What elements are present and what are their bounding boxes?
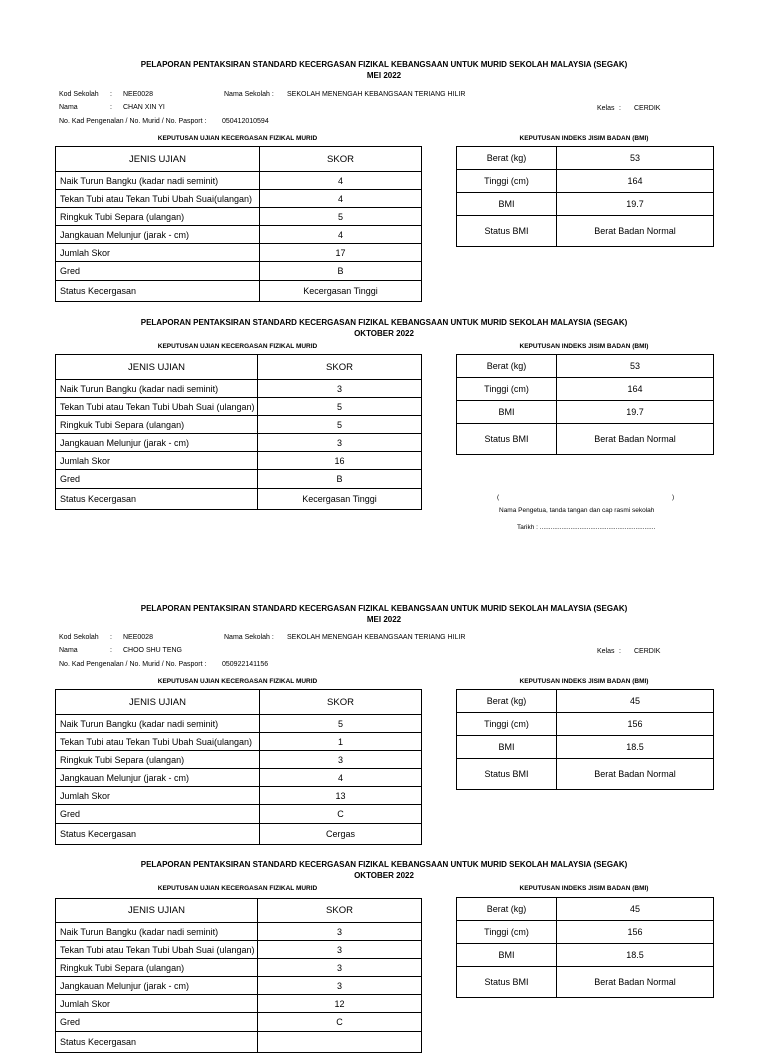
bmi-label: Tinggi (cm) [457, 713, 557, 736]
bmi-label: Berat (kg) [457, 898, 557, 921]
fitness-caption: KEPUTUSAN UJIAN KECERGASAN FIZIKAL MURID [157, 135, 318, 142]
test-label: Jangkauan Melunjur (jarak - cm) [56, 434, 258, 452]
header-jenis: JENIS UJIAN [56, 899, 258, 923]
test-score: 4 [260, 172, 422, 190]
fitness-table [55, 898, 422, 1053]
header-jenis: JENIS UJIAN [56, 690, 260, 715]
gred-value: B [258, 470, 422, 489]
signature-open: ( [497, 494, 500, 501]
header-jenis: JENIS UJIAN [56, 355, 258, 380]
nama-label: Nama [59, 104, 78, 111]
nama-sekolah-value: SEKOLAH MENENGAH KEBANGSAAN TERIANG HILIR [287, 634, 466, 641]
test-score: 3 [258, 380, 422, 398]
report-title: PELAPORAN PENTAKSIRAN STANDARD KECERGASAN FIZIKAL KEBANGSAAN UNTUK MURID SEKOLAH MALAYSIA (SEGAK) OKTOBER 2022 [140, 860, 628, 880]
test-score: 4 [260, 226, 422, 244]
jumlah-value: 16 [258, 452, 422, 470]
bmi-label: Berat (kg) [457, 147, 557, 170]
bmi-value: 18.5 [557, 944, 714, 967]
bmi-value: 19.7 [557, 193, 714, 216]
test-score: 3 [258, 923, 422, 941]
bmi-label: Status BMI [457, 759, 557, 790]
fitness-caption: KEPUTUSAN UJIAN KECERGASAN FIZIKAL MURID [157, 885, 318, 892]
bmi-label: Berat (kg) [457, 690, 557, 713]
nama-value: CHOO SHU TENG [123, 647, 182, 654]
bmi-table [456, 689, 714, 790]
kelas-value: CERDIK [634, 105, 661, 112]
jumlah-value: 17 [260, 244, 422, 262]
bmi-value: 45 [557, 690, 714, 713]
bmi-value: 53 [557, 147, 714, 170]
gred-value: C [260, 805, 422, 824]
gred-label: Gred [56, 1013, 258, 1032]
no-kad-value: 050412010594 [222, 118, 269, 125]
test-label: Naik Turun Bangku (kadar nadi seminit) [56, 172, 260, 190]
tarikh-line: Tarikh : ................................................................ [517, 524, 656, 531]
no-kad-label: No. Kad Pengenalan / No. Murid / No. Pasport : [59, 661, 207, 668]
test-score: 3 [258, 434, 422, 452]
colon: : [110, 647, 112, 654]
bmi-label: BMI [457, 944, 557, 967]
header-skor: SKOR [260, 690, 422, 715]
report-title: PELAPORAN PENTAKSIRAN STANDARD KECERGASAN FIZIKAL KEBANGSAAN UNTUK MURID SEKOLAH MALAYSIA (SEGAK) MEI 2022 [140, 60, 628, 80]
jumlah-label: Jumlah Skor [56, 787, 260, 805]
bmi-table [456, 354, 714, 455]
test-label: Jangkauan Melunjur (jarak - cm) [56, 977, 258, 995]
test-label: Jangkauan Melunjur (jarak - cm) [56, 769, 260, 787]
gred-label: Gred [56, 470, 258, 489]
status-label: Status Kecergasan [56, 489, 258, 510]
fitness-table [55, 146, 422, 302]
test-score: 3 [258, 959, 422, 977]
kelas-label: Kelas [597, 648, 615, 655]
test-score: 5 [260, 208, 422, 226]
fitness-caption: KEPUTUSAN UJIAN KECERGASAN FIZIKAL MURID [157, 343, 318, 350]
test-score: 4 [260, 190, 422, 208]
bmi-label: Tinggi (cm) [457, 378, 557, 401]
jumlah-label: Jumlah Skor [56, 995, 258, 1013]
colon: : [619, 105, 621, 112]
bmi-label: Tinggi (cm) [457, 170, 557, 193]
test-label: Tekan Tubi atau Tekan Tubi Ubah Suai (ulangan) [56, 941, 258, 959]
colon: : [110, 634, 112, 641]
bmi-table [456, 146, 714, 247]
gred-value: B [260, 262, 422, 281]
bmi-value: 19.7 [557, 401, 714, 424]
colon: : [619, 648, 621, 655]
bmi-value: Berat Badan Normal [557, 424, 714, 455]
test-label: Ringkuk Tubi Separa (ulangan) [56, 416, 258, 434]
jumlah-label: Jumlah Skor [56, 244, 260, 262]
no-kad-label: No. Kad Pengenalan / No. Murid / No. Pasport : [59, 118, 207, 125]
bmi-value: 53 [557, 355, 714, 378]
test-label: Tekan Tubi atau Tekan Tubi Ubah Suai(ulangan) [56, 190, 260, 208]
bmi-value: 156 [557, 921, 714, 944]
bmi-value: 18.5 [557, 736, 714, 759]
bmi-label: Status BMI [457, 967, 557, 998]
test-label: Naik Turun Bangku (kadar nadi seminit) [56, 380, 258, 398]
kelas-value: CERDIK [634, 648, 661, 655]
kelas-label: Kelas [597, 105, 615, 112]
fitness-table [55, 689, 422, 845]
gred-value: C [258, 1013, 422, 1032]
status-value: Kecergasan Tinggi [258, 489, 422, 510]
gred-label: Gred [56, 805, 260, 824]
test-label: Tekan Tubi atau Tekan Tubi Ubah Suai (ulangan) [56, 398, 258, 416]
header-skor: SKOR [258, 355, 422, 380]
jumlah-value: 13 [260, 787, 422, 805]
bmi-caption: KEPUTUSAN INDEKS JISIM BADAN (BMI) [519, 678, 649, 685]
test-score: 3 [258, 941, 422, 959]
nama-sekolah-label: Nama Sekolah : [224, 91, 274, 98]
test-score: 5 [258, 398, 422, 416]
bmi-value: 156 [557, 713, 714, 736]
test-label: Ringkuk Tubi Separa (ulangan) [56, 959, 258, 977]
bmi-value: 164 [557, 378, 714, 401]
bmi-label: Status BMI [457, 216, 557, 247]
nama-value: CHAN XIN YI [123, 104, 165, 111]
test-score: 5 [260, 715, 422, 733]
test-label: Jangkauan Melunjur (jarak - cm) [56, 226, 260, 244]
signature-label: Nama Pengetua, tanda tangan dan cap rasmi sekolah [499, 507, 655, 514]
bmi-value: Berat Badan Normal [557, 759, 714, 790]
nama-label: Nama [59, 647, 78, 654]
colon: : [110, 104, 112, 111]
bmi-label: Status BMI [457, 424, 557, 455]
bmi-caption: KEPUTUSAN INDEKS JISIM BADAN (BMI) [519, 343, 649, 350]
header-jenis: JENIS UJIAN [56, 147, 260, 172]
bmi-value: 45 [557, 898, 714, 921]
header-skor: SKOR [258, 899, 422, 923]
kod-sekolah-label: Kod Sekolah [59, 634, 99, 641]
report-title: PELAPORAN PENTAKSIRAN STANDARD KECERGASAN FIZIKAL KEBANGSAAN UNTUK MURID SEKOLAH MALAYSIA (SEGAK) OKTOBER 2022 [140, 318, 628, 338]
colon: : [110, 91, 112, 98]
bmi-label: BMI [457, 193, 557, 216]
test-score: 3 [258, 977, 422, 995]
bmi-caption: KEPUTUSAN INDEKS JISIM BADAN (BMI) [519, 135, 649, 142]
bmi-label: BMI [457, 401, 557, 424]
bmi-table [456, 897, 714, 998]
test-score: 5 [258, 416, 422, 434]
kod-sekolah-value: NEE0028 [123, 634, 153, 641]
test-score: 1 [260, 733, 422, 751]
bmi-caption: KEPUTUSAN INDEKS JISIM BADAN (BMI) [519, 885, 649, 892]
bmi-label: Tinggi (cm) [457, 921, 557, 944]
status-value: Cergas [260, 824, 422, 845]
status-label: Status Kecergasan [56, 281, 260, 302]
test-label: Ringkuk Tubi Separa (ulangan) [56, 751, 260, 769]
test-score: 3 [260, 751, 422, 769]
test-label: Ringkuk Tubi Separa (ulangan) [56, 208, 260, 226]
header-skor: SKOR [260, 147, 422, 172]
test-label: Naik Turun Bangku (kadar nadi seminit) [56, 923, 258, 941]
no-kad-value: 050922141156 [222, 661, 269, 668]
bmi-label: Berat (kg) [457, 355, 557, 378]
bmi-value: 164 [557, 170, 714, 193]
test-label: Tekan Tubi atau Tekan Tubi Ubah Suai(ulangan) [56, 733, 260, 751]
bmi-value: Berat Badan Normal [557, 216, 714, 247]
kod-sekolah-value: NEE0028 [123, 91, 153, 98]
nama-sekolah-value: SEKOLAH MENENGAH KEBANGSAAN TERIANG HILIR [287, 91, 466, 98]
report-title: PELAPORAN PENTAKSIRAN STANDARD KECERGASAN FIZIKAL KEBANGSAAN UNTUK MURID SEKOLAH MALAYSIA (SEGAK) MEI 2022 [140, 604, 628, 624]
status-value [258, 1032, 422, 1053]
gred-label: Gred [56, 262, 260, 281]
jumlah-label: Jumlah Skor [56, 452, 258, 470]
fitness-table [55, 354, 422, 510]
test-label: Naik Turun Bangku (kadar nadi seminit) [56, 715, 260, 733]
status-label: Status Kecergasan [56, 824, 260, 845]
test-score: 4 [260, 769, 422, 787]
kod-sekolah-label: Kod Sekolah [59, 91, 99, 98]
status-label: Status Kecergasan [56, 1032, 258, 1053]
fitness-caption: KEPUTUSAN UJIAN KECERGASAN FIZIKAL MURID [157, 678, 318, 685]
status-value: Kecergasan Tinggi [260, 281, 422, 302]
bmi-label: BMI [457, 736, 557, 759]
jumlah-value: 12 [258, 995, 422, 1013]
nama-sekolah-label: Nama Sekolah : [224, 634, 274, 641]
bmi-value: Berat Badan Normal [557, 967, 714, 998]
signature-close: ) [672, 494, 675, 501]
